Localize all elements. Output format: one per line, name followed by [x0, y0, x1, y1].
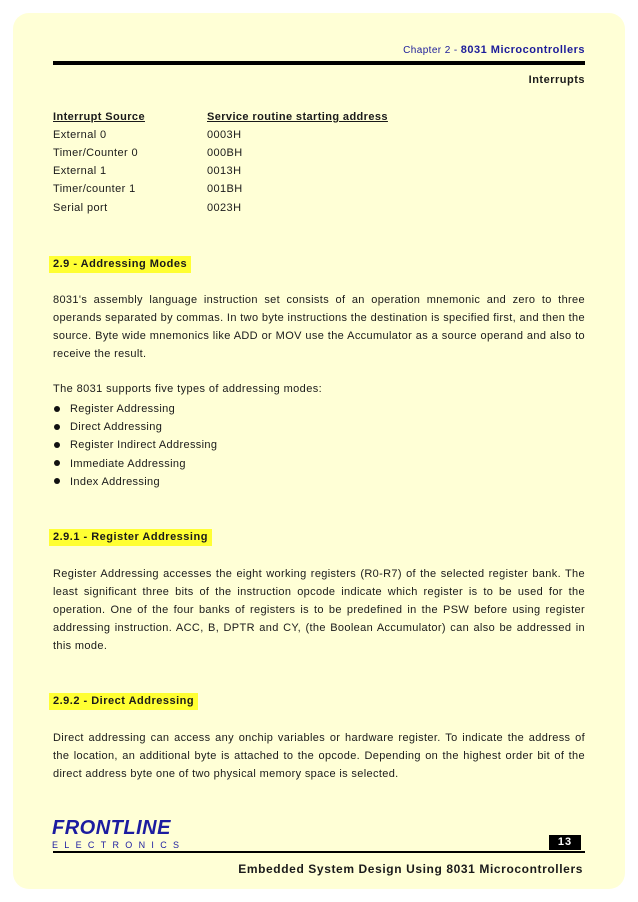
table-cell-source: Timer/Counter 0: [53, 147, 139, 159]
logo-subtitle: ELECTRONICS: [52, 840, 186, 850]
section-heading-addressing-modes: 2.9 - Addressing Modes: [49, 256, 191, 273]
table-cell-address: 001BH: [207, 183, 243, 195]
table-cell-address: 000BH: [207, 147, 243, 159]
table-cell-source: Timer/counter 1: [53, 183, 136, 195]
section-heading-register-addressing: 2.9.1 - Register Addressing: [49, 529, 212, 546]
bullet-icon: [54, 424, 60, 430]
addressing-modes-list: [53, 400, 217, 491]
bullet-icon: [54, 406, 60, 412]
bullet-icon: [54, 442, 60, 448]
table-cell-address: 0013H: [207, 165, 242, 177]
table-header-source: Interrupt Source: [53, 111, 145, 123]
list-item: Register Addressing: [53, 400, 217, 418]
section-header: Interrupts: [528, 74, 585, 86]
table-cell-source: Serial port: [53, 202, 108, 214]
footer-rule: [53, 851, 585, 853]
addressing-modes-paragraph: 8031's assembly language instruction set consists of an operation mnemonic and zero to three operands separated by commas. In two byte instructions the destination is specified first, and then the source. Byte wide mnemonics like ADD or MOV use the Accumulator as a source operand and also to receive the result.: [53, 294, 585, 360]
register-addressing-paragraph: Register Addressing accesses the eight working registers (R0-R7) of the selected register bank. The least significant three bits of the instruction opcode indicate which register is to be used for the operation. One of the four banks of registers is to be predefined in the PSW before using register addressing instruction. ACC, B, DPTR and CY, (the Boolean Accumulator) can also be addressed in this mode.: [53, 568, 585, 652]
frontline-logo: [52, 818, 185, 851]
section-heading-direct-addressing: 2.9.2 - Direct Addressing: [49, 693, 198, 710]
chapter-header: [403, 44, 585, 56]
page-number: 13: [549, 835, 581, 850]
list-item: Index Addressing: [53, 473, 217, 491]
addressing-modes-intro: The 8031 supports five types of addressing modes:: [53, 383, 323, 395]
header-rule: [53, 61, 585, 65]
table-header-address: Service routine starting address: [207, 111, 388, 123]
list-item: Direct Addressing: [53, 418, 217, 436]
chapter-prefix: Chapter 2 -: [403, 45, 458, 56]
list-item: Immediate Addressing: [53, 455, 217, 473]
table-cell-address: 0023H: [207, 202, 242, 214]
list-item: Register Indirect Addressing: [53, 436, 217, 454]
table-cell-source: External 0: [53, 129, 107, 141]
logo-wordmark: FRONTLINE: [52, 817, 171, 839]
table-cell-source: External 1: [53, 165, 107, 177]
chapter-title: 8031 Microcontrollers: [460, 44, 585, 56]
bullet-icon: [54, 478, 60, 484]
table-cell-address: 0003H: [207, 129, 242, 141]
direct-addressing-paragraph: Direct addressing can access any onchip variables or hardware register. To indicate the address of the location, an additional byte is attached to the opcode. Depending on the highest order bit of the direct address byte one of two physical memory space is selected.: [53, 732, 585, 780]
book-title: Embedded System Design Using 8031 Microcontrollers: [238, 862, 583, 876]
bullet-icon: [54, 460, 60, 466]
